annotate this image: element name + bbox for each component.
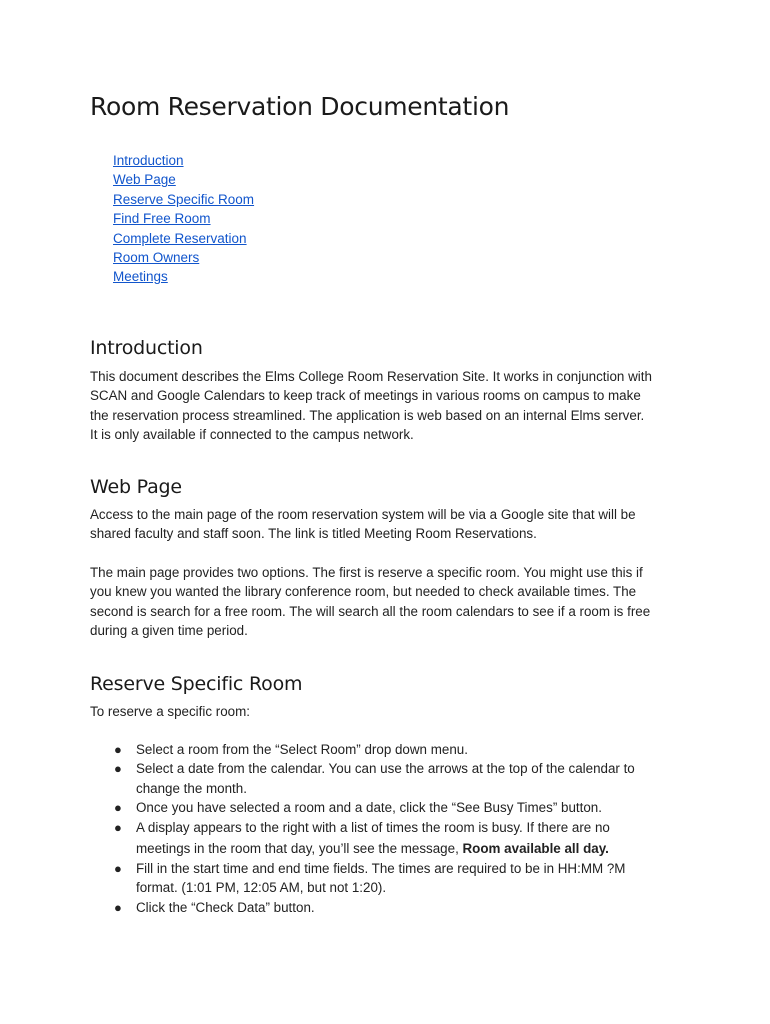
text-line: shared faculty and staff soon. The link is titled Meeting Room Reservations. <box>90 526 537 542</box>
bullet-icon: ● <box>114 742 122 757</box>
text-line: The main page provides two options. The first is reserve a specific room. You might use this if <box>90 565 643 580</box>
text-line: It is only available if connected to the campus network. <box>90 427 414 443</box>
list-item <box>90 818 710 859</box>
toc-item <box>113 229 254 248</box>
text-line: A display appears to the right with a list of times the room is busy. If there are no <box>136 819 610 835</box>
reserve-intro <box>90 702 690 721</box>
toc-link-find-free-room[interactable]: Find Free Room <box>113 211 211 227</box>
text-line: Access to the main page of the room reservation system will be via a Google site that will be <box>90 507 636 522</box>
introduction-paragraph <box>90 367 690 445</box>
section-heading-web-page: Web Page <box>90 476 182 498</box>
bullet-icon: ● <box>114 819 122 835</box>
text-line: Once you have selected a room and a date, click the “See Busy Times” button. <box>136 800 602 816</box>
toc-item <box>113 209 254 228</box>
table-of-contents <box>113 151 254 287</box>
text-line: This document describes the Elms College Room Reservation Site. It works in conjunction with <box>90 369 652 384</box>
section-heading-reserve-specific-room: Reserve Specific Room <box>90 673 303 695</box>
bullet-icon: ● <box>114 800 122 816</box>
text-line: SCAN and Google Calendars to keep track of meetings in various rooms on campus to make <box>90 388 641 404</box>
text-line: format. (1:01 PM, 12:05 AM, but not 1:20). <box>136 880 387 896</box>
text-line: the reservation process streamlined. The application is web based on an internal Elms server. <box>90 407 645 423</box>
text-line: second is search for a free room. The will search all the room calendars to see if a room is free <box>90 603 651 619</box>
toc-item <box>113 267 254 286</box>
toc-link-introduction[interactable]: Introduction <box>113 153 184 168</box>
toc-item <box>113 248 254 267</box>
list-item <box>90 898 710 917</box>
bullet-icon: ● <box>114 860 122 876</box>
list-item <box>90 859 710 898</box>
document-title: Room Reservation Documentation <box>90 92 510 121</box>
toc-item <box>113 151 254 170</box>
list-item <box>90 798 710 817</box>
toc-link-web-page[interactable]: Web Page <box>113 172 176 188</box>
toc-item <box>113 190 254 209</box>
text-line: Select a room from the “Select Room” drop down menu. <box>136 742 468 757</box>
room-available-message: Room available all day. <box>462 840 609 856</box>
section-heading-introduction: Introduction <box>90 337 203 359</box>
text-line: during a given time period. <box>90 623 248 639</box>
toc-item <box>113 170 254 189</box>
text-line: Click the “Check Data” button. <box>136 899 315 915</box>
web-page-paragraph-2 <box>90 563 690 641</box>
text-line: change the month. <box>136 780 247 796</box>
web-page-paragraph-1 <box>90 505 690 544</box>
bullet-icon: ● <box>114 899 122 915</box>
bullet-icon: ● <box>114 761 122 777</box>
text-line: To reserve a specific room: <box>90 704 251 719</box>
toc-link-meetings[interactable]: Meetings <box>113 269 168 285</box>
text-fragment: meetings in the room that day, you’ll see the message, <box>136 840 463 856</box>
text-line <box>136 837 710 859</box>
text-line: Fill in the start time and end time fields. The times are required to be in HH:MM ?M <box>136 860 626 876</box>
toc-link-room-owners[interactable]: Room Owners <box>113 249 200 265</box>
list-item <box>90 759 710 798</box>
toc-link-complete-reservation[interactable]: Complete Reservation <box>113 230 247 246</box>
text-line: you knew you wanted the library conference room, but needed to check available times. The <box>90 584 637 600</box>
reserve-steps-list <box>90 740 710 917</box>
toc-link-reserve-specific-room[interactable]: Reserve Specific Room <box>113 191 255 207</box>
text-line: Select a date from the calendar. You can use the arrows at the top of the calendar to <box>136 761 635 777</box>
list-item <box>90 740 710 759</box>
